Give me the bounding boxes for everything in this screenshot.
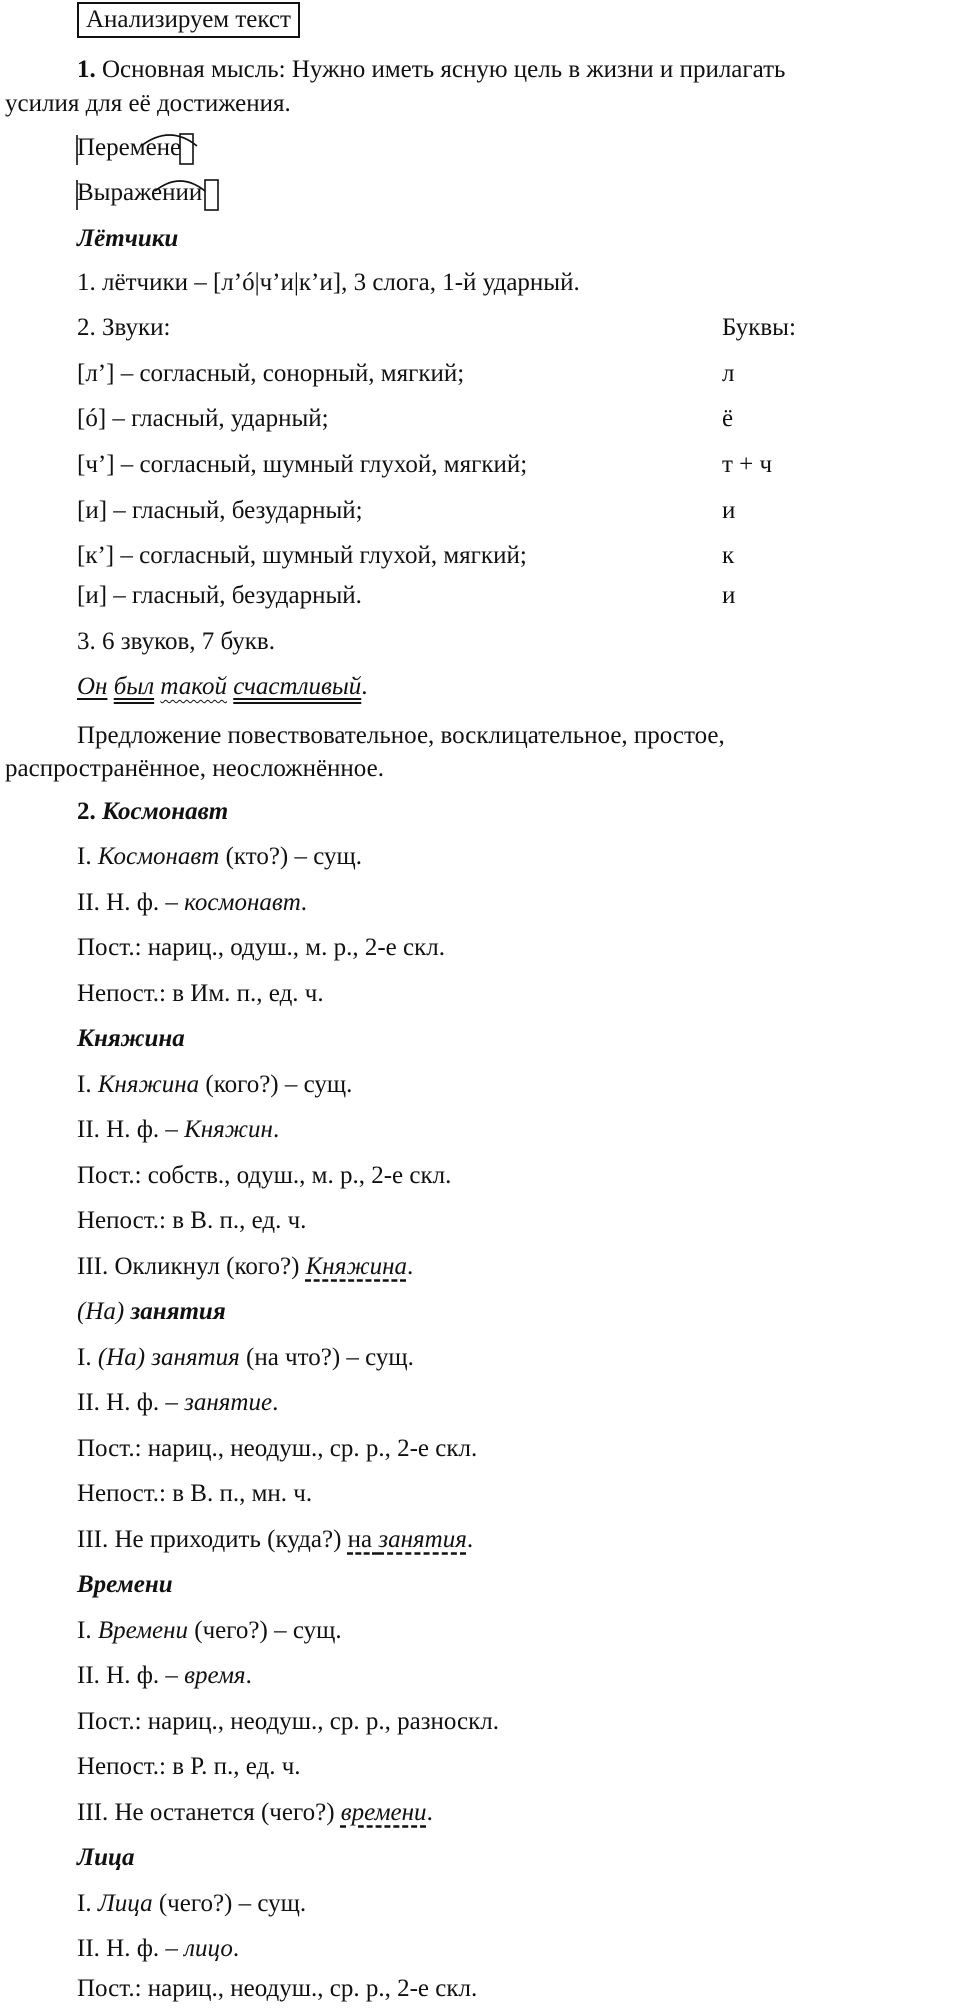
predicate-part: был [113, 673, 155, 700]
predicate-part: счастливый [233, 673, 362, 700]
parse-line: Непост.: в Им. п., ед. ч. [77, 980, 324, 1007]
main-idea-line-1: 1. Основная мысль: Нужно иметь ясную цель в жизни и прилагать [77, 56, 786, 83]
parse-line: Пост.: нариц., неодуш., ср. р., 2-е скл. [77, 1975, 478, 2002]
sentence-description-1: Предложение повествовательное, восклицательное, простое, [77, 722, 725, 749]
parsed-sentence: Он был такой счастливый. [77, 673, 368, 700]
letter-cell: ё [722, 405, 734, 432]
letter-cell: т + ч [722, 451, 773, 478]
sentence-description-2: распространённое, неосложнённое. [5, 755, 384, 782]
sound-row: [л’] – согласный, сонорный, мягкий; [77, 360, 465, 387]
morphemic-word-2: Выражении [77, 175, 202, 211]
parse-line: Пост.: нариц., неодуш., ср. р., разноскл. [77, 1708, 500, 1735]
letter-cell: и [722, 582, 736, 609]
letter-cell: и [722, 497, 736, 524]
heading-box: Анализируем текст [77, 2, 300, 38]
letters-label: Буквы: [722, 314, 796, 341]
morphemic-word-1: Перемене [77, 130, 181, 166]
parse-line: III. Окликнул (кого?) Княжина. [77, 1253, 414, 1280]
letter-cell: л [722, 360, 735, 387]
parse-line: Непост.: в В. п., мн. ч. [77, 1480, 313, 1507]
parse-line: I. Космонавт (кто?) – сущ. [77, 843, 363, 870]
parse-line: Пост.: нариц., одуш., м. р., 2-е скл. [77, 934, 445, 961]
subject: Он [77, 673, 108, 700]
letter-cell: к [722, 542, 735, 569]
word-title-zanyatiya: (На) занятия [77, 1298, 226, 1325]
task-number: 1. [77, 56, 96, 83]
sound-row: [к’] – согласный, шумный глухой, мягкий; [77, 542, 527, 569]
parse-line: II. Н. ф. – космонавт. [77, 889, 308, 916]
parse-line: II. Н. ф. – время. [77, 1662, 252, 1689]
parse-line: Непост.: в В. п., ед. ч. [77, 1207, 307, 1234]
word-title-knyazhina: Княжина [77, 1025, 185, 1052]
word-title-letchiki: Лётчики [77, 225, 179, 252]
predicate-part: такой [160, 673, 227, 700]
sound-row: [и] – гласный, безударный. [77, 582, 362, 609]
phonetic-transcription: 1. лётчики – [л’ó|ч’и|к’и], 3 слога, 1-й ударный. [77, 269, 580, 296]
word-title-kosmonavt: 2. Космонавт [77, 798, 229, 825]
parse-line: II. Н. ф. – занятие. [77, 1389, 279, 1416]
sound-row: [и] – гласный, безударный; [77, 497, 363, 524]
parse-line: III. Не останется (чего?) времени. [77, 1799, 433, 1826]
sounds-label: 2. Звуки: [77, 314, 171, 341]
parse-line: II. Н. ф. – лицо. [77, 1935, 240, 1962]
parse-line: III. Не приходить (куда?) на занятия. [77, 1526, 474, 1553]
word-title-litsa: Лица [77, 1844, 135, 1871]
main-idea-line-2: усилия для её достижения. [5, 90, 291, 117]
sound-letter-count: 3. 6 звуков, 7 букв. [77, 628, 275, 655]
parse-line: I. Княжина (кого?) – сущ. [77, 1071, 353, 1098]
parse-line: Пост.: нариц., неодуш., ср. р., 2-е скл. [77, 1435, 478, 1462]
parse-line: II. Н. ф. – Княжин. [77, 1116, 280, 1143]
parse-line: Пост.: собств., одуш., м. р., 2-е скл. [77, 1162, 452, 1189]
sound-row: [ó] – гласный, ударный; [77, 405, 329, 432]
parse-line: I. Лица (чего?) – сущ. [77, 1890, 307, 1917]
parse-line: I. (На) занятия (на что?) – сущ. [77, 1344, 414, 1371]
parse-line: Непост.: в Р. п., ед. ч. [77, 1753, 301, 1780]
word-title-vremeni: Времени [77, 1571, 173, 1598]
section-heading [77, 2, 300, 38]
sound-row: [ч’] – согласный, шумный глухой, мягкий; [77, 451, 528, 478]
parse-line: I. Времени (чего?) – сущ. [77, 1617, 342, 1644]
